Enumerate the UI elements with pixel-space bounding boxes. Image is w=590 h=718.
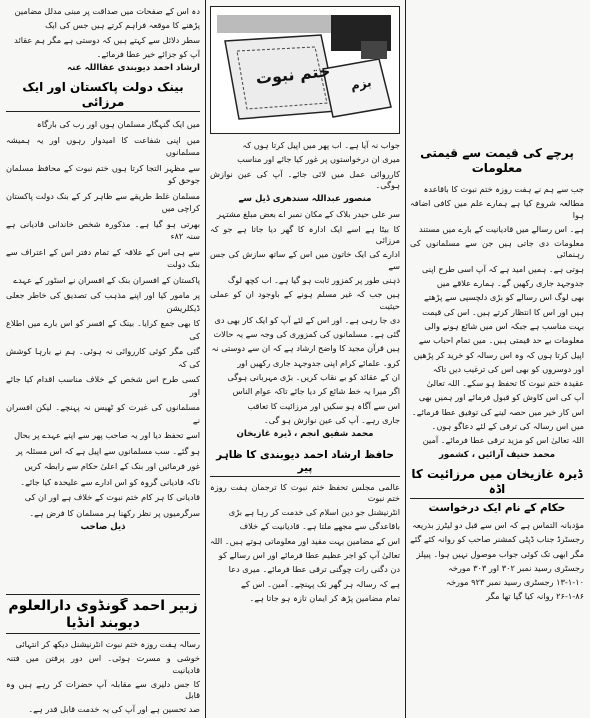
article-headline: حافظ ارشاد احمد دیوبندی کا ظاہر پیر bbox=[210, 449, 400, 477]
text-line: ۱۳-۱-۱۰ رجسٹری رسید نمبر ۹۲۳ مورخہ bbox=[446, 577, 584, 588]
text-line: میں اپنی شفاعت کا امیدوار رہوں اور یہ ہمیشہ مسلمانوں bbox=[6, 134, 200, 158]
text-line: جواب نہ آیا ہے۔ اب پھر میں اپیل کرتا ہوں کہ bbox=[242, 140, 400, 150]
text-line: اگر میرا یہ خط شائع کر دیا جائے تاکہ عوام الناس bbox=[232, 386, 400, 397]
article-subheadline: حکام کے نام ایک درخواست bbox=[428, 501, 566, 514]
text-line: سے مظہر التجا کرتا ہوں ختم نبوت کے محافظ مسلمان جوحق کو bbox=[6, 162, 200, 186]
text-line: معلومات بے حد قیمتی ہیں۔ میں تمام احباب سے bbox=[418, 335, 584, 346]
text-line: غور فرمائیں اور بنک کے اعلیٰ حکام سے رابطہ کریں bbox=[24, 461, 200, 472]
text-line: ہے کہ رسالہ ہر گھر تک پہنچے۔ آمین۔ اس کے bbox=[241, 578, 400, 589]
text-line: پڑھنے کا موقعہ فراہم کرتے ہیں جس کی ایک bbox=[45, 20, 200, 31]
text-line: عقیدہ ختم نبوت کا تحفظ ہو سکے۔ اللہ تعالیٰ bbox=[426, 378, 584, 389]
article-body bbox=[210, 482, 400, 605]
text-line: مؤدبانہ التماس ہے کہ اس سے قبل دو لیٹرز بذریعہ bbox=[412, 519, 584, 530]
text-line: آپ کی اس کاوش کو قبول فرمائے اور ہمیں بھی bbox=[418, 392, 584, 403]
text-line: رجسٹری رسید نمبر ۳۰۲ اور ۳۰۳ مورخہ bbox=[448, 562, 584, 573]
text-line: سر علی حیدر بلاک کے مکان نمبر اے بعض مبلغ مشتہر bbox=[217, 209, 400, 220]
text-line: جب سے ہم نے ہفت روزہ ختم نبوت کا باقاعدہ bbox=[423, 184, 584, 194]
article-body bbox=[410, 184, 584, 447]
text-line: مگر ابھی تک کوئی جواب موصول نہیں ہوا۔ پیپلز bbox=[416, 548, 584, 559]
text-line: سرگرمیوں پر نظر رکھنا ہر مسلمان کا فرض ہے۔ bbox=[29, 507, 200, 518]
text-line: باقاعدگی سے مجھے ملتا ہے۔ قادیانیت کے خلاف bbox=[239, 521, 400, 532]
text-line: گئی مگر کوئی کارروائی نہ ہوئی۔ ہم نے بارہا کوشش کی کہ bbox=[6, 346, 200, 369]
text-line: مسلمانوں کی غیرت کو ٹھیس نہ پہنچے۔ لیکن افسران نے bbox=[6, 402, 200, 425]
text-line: معلومات دی جاتی ہیں جن سے مسلمانوں کی رہنمائی bbox=[410, 238, 584, 260]
text-line: تمام مضامین پڑھ کر ایمان تازہ ہو جاتا ہے۔ bbox=[249, 592, 400, 603]
text-line: عالمی مجلس تحفظ ختم نبوت کا ترجمان ہفت روزہ ختم نبوت bbox=[210, 481, 400, 503]
column-right bbox=[410, 6, 584, 714]
text-line: کا بیٹا ہے اسے ایک ادارہ کا گھر دیا جاتا ہے جو کہ مرزائی bbox=[210, 223, 400, 246]
text-line: ادارے کی ایک خاتون میں اس کے ساتھ سازش کی جس سے bbox=[210, 249, 400, 271]
text-line: جاری رہے۔ آپ کی عین نوازش ہو گی۔ bbox=[263, 414, 400, 425]
text-line: بہت مناسب ہے جبکہ اس میں شائع ہونے والی bbox=[424, 320, 584, 331]
signature: ارشاد احمد دیوبندی عفااللہ عنہ bbox=[67, 63, 200, 74]
text-line: ذہنی طور پر کمزور ثابت ہو گیا ہے۔ اب کچھ لوگ bbox=[227, 274, 400, 285]
text-line: کسی طرح اس شخص کے خلاف مناسب اقدام کیا جائے اور bbox=[6, 374, 200, 397]
text-line: اس کے مضامین بہت مفید اور معلوماتی ہوتے ہیں۔ اللہ bbox=[210, 535, 400, 546]
text-line: ۲۶-۱-۸۶ روانہ کیا گیا تھا مگر bbox=[486, 591, 584, 602]
letters-banner bbox=[210, 6, 400, 134]
text-line: میں اس رسالہ کی ترقی کے لئے دعاگو ہوں۔ bbox=[431, 421, 584, 432]
article-headline: زبیر احمد گونڈوی دارالعلوم دیوبند انڈیا bbox=[6, 598, 200, 634]
text-line: کا جس دلیری سے مقابلہ آپ حضرات کر رہے ہیں وہ قابل bbox=[6, 678, 200, 701]
text-line: آپ کو جزائے خیر عطا فرمائے۔ bbox=[96, 48, 200, 59]
article-body bbox=[6, 118, 200, 519]
text-line: ہوتی ہے۔ ہمیں امید ہے کہ آپ اسی طرح اپنی bbox=[421, 263, 584, 274]
text-line: پاکستان کے افسران بنک کے افسران نے اسٹور کے عہدے bbox=[13, 274, 200, 285]
text-line: گئی ہے۔ مسلمانوں کی کمزوری کی وجہ سے یہ حالات bbox=[213, 329, 400, 340]
text-line: خوشی و مسرت ہوئی۔ اس دور پرفتن میں فتنہ قادیانیت bbox=[6, 653, 200, 675]
text-line: جدوجہد جاری رکھیں گے۔ ہمارے علاقے میں bbox=[436, 278, 584, 289]
signature: ذیل صاحب bbox=[80, 522, 126, 533]
column-divider bbox=[205, 0, 206, 718]
text-line: دی جا رہی ہے۔ اور اس کے لئے آپ کو ایک کار بھی دی bbox=[214, 314, 400, 325]
text-line: مسلمان غلط طریقے سے ظاہر کر کے بنک دولت پاکستان کراچی میں bbox=[6, 190, 200, 214]
signature: محمد حنیف آرائیں ، کشمور bbox=[438, 449, 556, 460]
text-line: صد تحسین ہے اور آپ کی یہ خدمت قابل قدر ہے۔ bbox=[28, 704, 200, 714]
text-line: سطر دلائل سے کہتے ہیں کہ دوستی ہے مگر ہم عقائد bbox=[14, 34, 200, 45]
intro-paragraph bbox=[6, 6, 200, 60]
article-body bbox=[410, 520, 584, 603]
text-line: انٹرنیشنل جو دین اسلام کی خدمت کر رہا ہے بڑی bbox=[228, 507, 400, 518]
text-line: تعالیٰ آپ کو اجر عظیم عطا فرمائے اور اس رسالے کو bbox=[218, 550, 400, 561]
text-line: اسے تحفظ دیا اور یہ صاحب پھر سے اپنے عہدے پر بحال bbox=[14, 430, 200, 441]
text-line: دہ اس کے صفحات میں صداقت پر مبنی مدلل مضامین bbox=[14, 6, 200, 16]
text-line: پر مامور کیا اور اپنے مذہب کی تصدیق کی خاطر جعلی ڈیکلریشن bbox=[6, 290, 200, 313]
text-line: کا بھی جمع کرایا۔ بینک کے افسر کو اس بارے میں اطلاع کی bbox=[6, 318, 200, 341]
text-line: مطالعہ شروع کیا ہے ہمارے علم میں کافی اضافہ ہوا bbox=[410, 198, 584, 220]
section-divider bbox=[6, 594, 200, 595]
text-line: بھرتی ہو گیا ہے۔ مذکورہ شخص خاندانی قادیانی ہے سنہ ۸۲ء bbox=[6, 218, 200, 242]
article-body bbox=[210, 209, 400, 426]
text-line: قادیانی کا ہر کام ختم نبوت کے خلاف ہے اور ان کی bbox=[24, 492, 200, 503]
text-line: رسالہ ہفت روزہ ختم نبوت انٹرنیشنل دیکھ کر انتہائی bbox=[15, 639, 200, 649]
text-line: ہو گئے۔ سب مسلمانوں سے اپیل ہے کہ اس مسئلہ پر bbox=[16, 445, 200, 456]
column-divider bbox=[405, 0, 406, 718]
text-line: اپیل کرتا ہوں کہ وہ اس رسالہ کو خرید کر پڑھیں bbox=[413, 349, 584, 360]
article-headline: ڈیرہ غازیخان میں مرزائیت کا اڈہ bbox=[410, 467, 584, 499]
envelope-stamp: بزم bbox=[349, 75, 373, 93]
text-line: ہے۔ اس رسالے میں قادیانیت کے بارے میں مستند bbox=[418, 223, 584, 234]
article-headline: پرچے کی قیمت سے قیمتی معلومات bbox=[420, 146, 574, 175]
text-line: ہیں قرآن مجید کا واضح ارشاد ہے کہ ان سے دوستی نہ bbox=[211, 343, 400, 354]
article-headline: بینک دولت پاکستان اور ایک مرزائی bbox=[6, 80, 200, 112]
text-line: سے ہی اس کے علاقہ کے تمام دفتر اس کے اعتراف سے بنک دولت bbox=[6, 246, 200, 270]
text-line: تاکہ قادیانی گروہ کو اس ادارے سے علیحدہ کیا جائے۔ bbox=[20, 476, 200, 487]
text-line: ان کے عقائد کو بے نقاب کریں۔ بڑی مہربانی ہوگی bbox=[227, 372, 400, 383]
footer-article bbox=[6, 598, 200, 714]
text-line: رجسٹرڈ جناب ڈپٹی کمشنر صاحب کو روانہ کئے گئے bbox=[410, 534, 584, 545]
text-line: کارروائی عمل میں لائی جائے۔ آپ کی عین نوازش ہوگی۔ bbox=[210, 168, 400, 190]
text-line: اللہ تعالیٰ اس کو مزید ترقی عطا فرمائے۔ آمین bbox=[422, 435, 584, 446]
text-line: ہیں اور اس کا انتظار کرتے ہیں۔ اس کی قیمت bbox=[422, 306, 584, 317]
text-line: ہیں جب کہ غیر مسلم ہونے کے باوجود ان کو عملی حیثیت bbox=[210, 289, 400, 311]
text-line: میری ان درخواستوں پر غور کیا جائے اور مناسب bbox=[237, 154, 400, 165]
text-line: میں ایک گنہگار مسلمان ہوں اور رب کی بارگاہ bbox=[36, 119, 200, 130]
signature: محمد شفیق انجم ، ڈیرہ غازیخان bbox=[236, 429, 374, 440]
text-line: اس کار خیر میں حصہ لینے کی توفیق عطا فرمائے۔ bbox=[411, 406, 584, 417]
text-line: اور دوسروں کو بھی اس کی ترغیب دیں تاکہ bbox=[432, 363, 584, 374]
text-line: بھی لوگ اس رسالے کو بڑی دلچسپی سے پڑھتے bbox=[423, 292, 584, 303]
column-middle bbox=[210, 140, 400, 714]
text-line: کرو۔ علمائے کرام اپنی جدوجہد جاری رکھیں اور bbox=[237, 357, 400, 368]
signature: منصور عبداللہ سندھری ڈیل سے bbox=[238, 194, 372, 205]
envelope-label: ختم نبوت bbox=[254, 61, 332, 88]
text-line: اس سے آگاہ ہو سکیں اور مرزائیت کا تعاقب bbox=[247, 400, 400, 411]
text-line: دن دگنی رات چوگنی ترقی عطا فرمائے۔ میری دعا bbox=[228, 564, 400, 575]
